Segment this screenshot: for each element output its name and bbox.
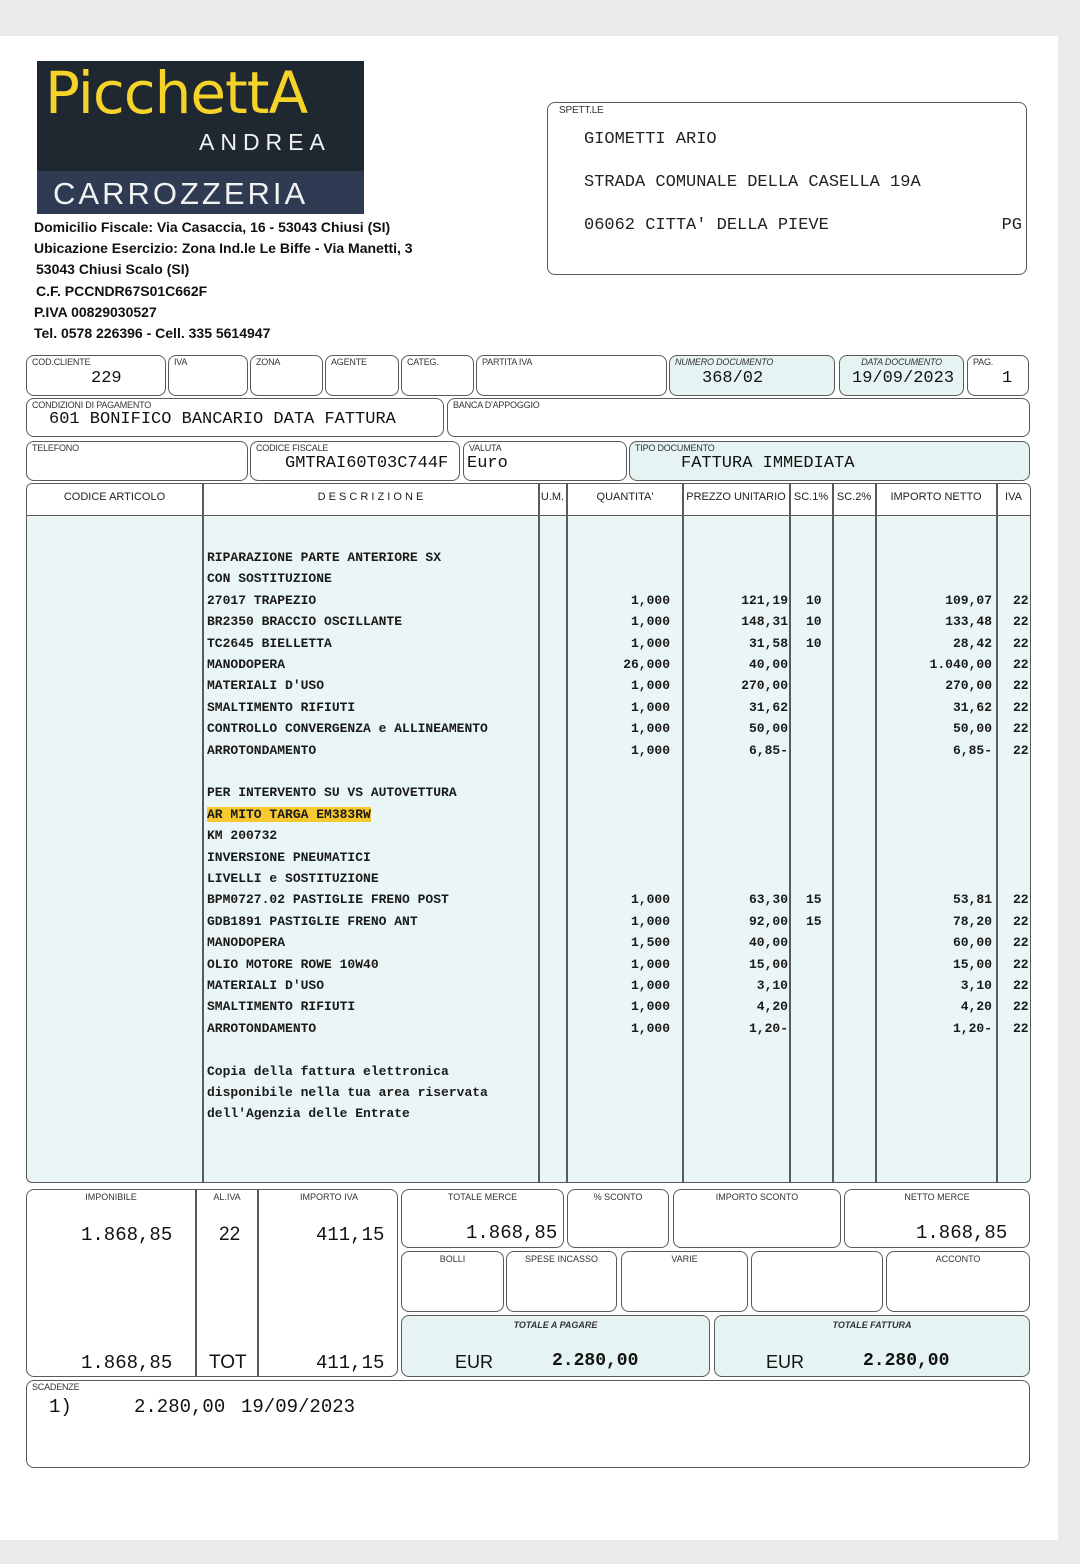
cell-sc1: 10 xyxy=(806,635,822,651)
cell-qty: 1,500 xyxy=(630,935,670,951)
totale-merce-value: 1.868,85 xyxy=(466,1222,558,1244)
totale-a-pagare-currency: EUR xyxy=(455,1352,494,1372)
recipient-province: PG xyxy=(1001,216,1022,235)
company-address-line: 53043 Chiusi Scalo (SI) xyxy=(36,261,190,277)
cell-net: 1.040,00 xyxy=(929,657,992,672)
empty-box xyxy=(751,1251,883,1312)
table-row xyxy=(27,719,1030,741)
table-row xyxy=(27,869,1030,891)
cell-desc: BR2350 BRACCIO OSCILLANTE xyxy=(207,614,403,630)
invoice-lines-table xyxy=(26,483,1031,1183)
cell-qty: 1,000 xyxy=(630,978,670,993)
data-documento-field: DATA DOCUMENTO 19/09/2023 xyxy=(839,355,964,396)
table-row xyxy=(27,912,1030,934)
cell-price: 40,00 xyxy=(748,657,788,672)
cell-iva: 22 xyxy=(1013,592,1029,608)
table-row xyxy=(27,612,1030,634)
cell-desc: MANODOPERA xyxy=(207,935,286,951)
cell-price: 50,00 xyxy=(748,721,788,737)
cell-desc: AR MITO TARGA EM383RW xyxy=(207,806,371,822)
imponibile-total-value: 1.868,85 xyxy=(81,1352,173,1374)
table-row xyxy=(27,1083,1030,1105)
cell-net: 270,00 xyxy=(945,678,992,694)
totale-a-pagare-value: 2.280,00 xyxy=(552,1351,639,1371)
table-row xyxy=(27,976,1030,998)
table-row xyxy=(27,933,1030,955)
cell-price: 270,00 xyxy=(741,678,788,694)
col-prezzo-unitario: PREZZO UNITARIO xyxy=(686,491,786,503)
cell-iva: 22 xyxy=(1013,913,1029,929)
cell-qty: 1,000 xyxy=(630,1020,670,1036)
cell-desc: CON SOSTITUZIONE xyxy=(207,571,332,587)
cell-iva: 22 xyxy=(1013,956,1029,972)
scadenza-date: 19/09/2023 xyxy=(241,1396,356,1418)
invoice-page xyxy=(0,36,1058,1540)
table-row xyxy=(27,848,1030,870)
tot-label: TOT xyxy=(209,1352,247,1373)
cell-qty: 1,000 xyxy=(630,999,670,1015)
pag-value: 1 xyxy=(1002,369,1013,388)
agente-field: AGENTE xyxy=(325,355,399,396)
cell-iva: 22 xyxy=(1013,742,1029,758)
cell-net: 53,81 xyxy=(952,892,992,908)
table-row xyxy=(27,548,1030,570)
netto-merce-value: 1.868,85 xyxy=(916,1222,1008,1244)
cell-net: 78,20 xyxy=(952,913,992,929)
condizioni-pagamento-field: CONDIZIONI DI PAGAMENTO 601 BONIFICO BANCARIO DATA FATTURA xyxy=(26,398,444,437)
cell-desc: SMALTIMENTO RIFIUTI xyxy=(207,999,356,1015)
cell-iva: 22 xyxy=(1013,699,1029,715)
partita-iva-field: PARTITA IVA xyxy=(476,355,667,396)
cell-desc: MATERIALI D'USO xyxy=(207,978,325,993)
scadenza-number: 1) xyxy=(49,1396,72,1418)
cell-qty: 1,000 xyxy=(630,913,670,929)
cell-iva: 22 xyxy=(1013,1020,1029,1036)
table-row xyxy=(27,569,1030,591)
cell-price: 3,10 xyxy=(756,978,788,993)
cell-iva: 22 xyxy=(1013,999,1029,1015)
totale-a-pagare-box: TOTALE A PAGARE EUR 2.280,00 xyxy=(401,1315,710,1377)
cell-net: 28,42 xyxy=(952,635,992,651)
company-cf: C.F. PCCNDR67S01C662F xyxy=(36,283,208,299)
cell-net: 15,00 xyxy=(952,956,992,972)
table-row xyxy=(27,955,1030,977)
cod-cliente-value: 229 xyxy=(91,369,122,388)
cell-desc: MANODOPERA xyxy=(207,657,286,672)
logo-name: PicchettA xyxy=(45,61,308,127)
netto-merce-box: NETTO MERCE 1.868,85 xyxy=(844,1189,1030,1248)
iva-field: IVA xyxy=(168,355,248,396)
cell-desc: INVERSIONE PNEUMATICI xyxy=(207,849,371,865)
cell-desc: Copia della fattura elettronica xyxy=(207,1063,449,1079)
cell-desc: GDB1891 PASTIGLIE FRENO ANT xyxy=(207,913,418,929)
cell-qty: 1,000 xyxy=(630,592,670,608)
table-row xyxy=(27,826,1030,848)
table-row xyxy=(27,1104,1030,1126)
cell-price: 121,19 xyxy=(741,592,788,608)
tipo-documento-field: TIPO DOCUMENTO FATTURA IMMEDIATA xyxy=(629,441,1030,481)
col-quantita: QUANTITA' xyxy=(596,491,654,503)
table-row xyxy=(27,762,1030,784)
numero-documento-value: 368/02 xyxy=(702,369,764,388)
company-phone: Tel. 0578 226396 - Cell. 335 5614947 xyxy=(34,325,271,341)
cell-price: 1,20- xyxy=(748,1020,788,1036)
totale-fattura-value: 2.280,00 xyxy=(863,1351,950,1371)
cell-desc: LIVELLI e SOSTITUZIONE xyxy=(207,871,379,886)
sconto-box: % SCONTO xyxy=(567,1189,669,1248)
cell-net: 50,00 xyxy=(952,721,992,737)
banca-appoggio-field: BANCA D'APPOGGIO xyxy=(447,398,1030,437)
cell-iva: 22 xyxy=(1013,678,1029,694)
col-codice-articolo: CODICE ARTICOLO xyxy=(63,491,166,503)
logo-first-name: ANDREA xyxy=(199,129,331,155)
cell-desc: SMALTIMENTO RIFIUTI xyxy=(207,699,356,715)
table-row xyxy=(27,698,1030,720)
col-descrizione: D E S C R I Z I O N E xyxy=(317,491,424,503)
imponibile-value: 1.868,85 xyxy=(81,1224,173,1246)
cell-desc: BPM0727.02 PASTIGLIE FRENO POST xyxy=(207,892,449,908)
zona-field: ZONA xyxy=(250,355,323,396)
col-sc1: SC.1% xyxy=(793,491,829,503)
numero-documento-field: NUMERO DOCUMENTO 368/02 xyxy=(669,355,835,396)
importo-iva-value: 411,15 xyxy=(316,1224,385,1246)
col-um: U.M. xyxy=(540,491,565,503)
cell-desc: KM 200732 xyxy=(207,828,278,844)
cell-qty: 1,000 xyxy=(630,635,670,651)
cell-qty: 26,000 xyxy=(623,657,670,672)
cell-price: 148,31 xyxy=(741,614,788,630)
table-row xyxy=(27,1062,1030,1084)
cell-price: 40,00 xyxy=(748,935,788,951)
table-row xyxy=(27,655,1030,677)
cell-desc: ARROTONDAMENTO xyxy=(207,1020,317,1036)
cell-iva: 22 xyxy=(1013,721,1029,737)
cell-iva: 22 xyxy=(1013,635,1029,651)
codice-fiscale-field: CODICE FISCALE GMTRAI60T03C744F xyxy=(250,441,460,481)
company-address-line: Domicilio Fiscale: Via Casaccia, 16 - 53043 Chiusi (SI) xyxy=(34,219,391,235)
cell-desc: MATERIALI D'USO xyxy=(207,678,325,694)
table-row xyxy=(27,1040,1030,1062)
table-row xyxy=(27,890,1030,912)
table-row xyxy=(27,783,1030,805)
company-address-line: Ubicazione Esercizio: Zona Ind.le Le Biffe - Via Manetti, 3 xyxy=(34,240,413,256)
cell-qty: 1,000 xyxy=(630,699,670,715)
spese-incasso-box: SPESE INCASSO xyxy=(506,1251,617,1312)
cell-net: 6,85- xyxy=(952,742,992,758)
cell-price: 31,62 xyxy=(748,699,788,715)
cell-price: 4,20 xyxy=(756,999,788,1015)
cell-desc: PER INTERVENTO SU VS AUTOVETTURA xyxy=(207,785,457,801)
valuta-field: VALUTA Euro xyxy=(463,441,627,481)
iva-summary-box: IMPONIBILE AL.IVA IMPORTO IVA 1.868,85 22 411,15 1.868,85 TOT 411,15 xyxy=(26,1189,398,1377)
importo-sconto-box: IMPORTO SCONTO xyxy=(673,1189,841,1248)
cell-sc1: 10 xyxy=(806,592,822,608)
cell-net: 60,00 xyxy=(952,935,992,951)
recipient-name: GIOMETTI ARIO xyxy=(584,130,717,149)
cell-price: 31,58 xyxy=(748,635,788,651)
varie-box: VARIE xyxy=(621,1251,748,1312)
valuta-value: Euro xyxy=(467,454,508,473)
recipient-box xyxy=(547,102,1027,275)
cell-iva: 22 xyxy=(1013,892,1029,908)
data-documento-value: 19/09/2023 xyxy=(852,369,955,388)
cell-desc: 27017 TRAPEZIO xyxy=(207,592,317,608)
cell-net: 4,20 xyxy=(960,999,992,1015)
table-row xyxy=(27,634,1030,656)
cell-net: 3,10 xyxy=(960,978,992,993)
cell-qty: 1,000 xyxy=(630,956,670,972)
cell-price: 92,00 xyxy=(748,913,788,929)
cell-net: 31,62 xyxy=(952,699,992,715)
cell-desc: TC2645 BIELLETTA xyxy=(207,635,332,651)
categ-field: CATEG. xyxy=(401,355,474,396)
company-piva: P.IVA 00829030527 xyxy=(34,304,157,320)
table-row xyxy=(27,676,1030,698)
table-row xyxy=(27,741,1030,763)
logo-business: CARROZZERIA xyxy=(53,176,309,211)
col-importo-netto: IMPORTO NETTO xyxy=(890,491,982,503)
table-row xyxy=(27,805,1030,827)
pag-field: PAG. 1 xyxy=(967,355,1029,396)
cell-desc: RIPARAZIONE PARTE ANTERIORE SX xyxy=(207,550,442,565)
totale-merce-box: TOTALE MERCE 1.868,85 xyxy=(401,1189,564,1248)
scadenze-box: SCADENZE 1) 2.280,00 19/09/2023 xyxy=(26,1380,1030,1468)
bolli-box: BOLLI xyxy=(401,1251,504,1312)
cell-desc: ARROTONDAMENTO xyxy=(207,742,317,758)
cell-iva: 22 xyxy=(1013,614,1029,630)
codice-fiscale-value: GMTRAI60T03C744F xyxy=(285,454,449,473)
acconto-box: ACCONTO xyxy=(886,1251,1030,1312)
cell-desc: CONTROLLO CONVERGENZA e ALLINEAMENTO xyxy=(207,721,488,737)
cell-net: 1,20- xyxy=(952,1020,992,1036)
aliquota-value: 22 xyxy=(219,1224,241,1245)
cell-qty: 1,000 xyxy=(630,614,670,630)
recipient-street: STRADA COMUNALE DELLA CASELLA 19A xyxy=(584,173,921,192)
cell-desc: disponibile nella tua area riservata xyxy=(207,1085,488,1100)
telefono-field: TELEFONO xyxy=(26,441,248,481)
condizioni-pagamento-value: 601 BONIFICO BANCARIO DATA FATTURA xyxy=(49,410,396,429)
cell-net: 133,48 xyxy=(945,614,992,630)
recipient-label: SPETT.LE xyxy=(559,105,604,116)
table-row xyxy=(27,1019,1030,1041)
cell-desc: dell'Agenzia delle Entrate xyxy=(207,1106,410,1122)
cell-iva: 22 xyxy=(1013,978,1029,993)
totale-fattura-box: TOTALE FATTURA EUR 2.280,00 xyxy=(714,1315,1030,1377)
cod-cliente-field: COD.CLIENTE 229 xyxy=(26,355,166,396)
cell-qty: 1,000 xyxy=(630,678,670,694)
cell-sc1: 10 xyxy=(806,614,822,630)
cell-sc1: 15 xyxy=(806,913,822,929)
cell-qty: 1,000 xyxy=(630,742,670,758)
tipo-documento-value: FATTURA IMMEDIATA xyxy=(681,454,855,473)
cell-iva: 22 xyxy=(1013,657,1029,672)
cell-sc1: 15 xyxy=(806,892,822,908)
cell-qty: 1,000 xyxy=(630,721,670,737)
col-iva: IVA xyxy=(1005,491,1022,503)
totale-fattura-currency: EUR xyxy=(766,1352,805,1372)
cell-iva: 22 xyxy=(1013,935,1029,951)
table-row xyxy=(27,591,1030,613)
cell-desc: OLIO MOTORE ROWE 10W40 xyxy=(207,956,379,972)
col-sc2: SC.2% xyxy=(836,491,872,503)
importo-iva-total-value: 411,15 xyxy=(316,1352,385,1374)
scadenza-amount: 2.280,00 xyxy=(134,1396,226,1418)
cell-price: 6,85- xyxy=(748,742,788,758)
company-logo xyxy=(37,61,364,214)
table-header xyxy=(27,484,1030,516)
cell-price: 15,00 xyxy=(748,956,788,972)
cell-qty: 1,000 xyxy=(630,892,670,908)
recipient-city: 06062 CITTA' DELLA PIEVE xyxy=(584,216,829,235)
cell-net: 109,07 xyxy=(945,592,992,608)
table-row xyxy=(27,997,1030,1019)
cell-price: 63,30 xyxy=(748,892,788,908)
